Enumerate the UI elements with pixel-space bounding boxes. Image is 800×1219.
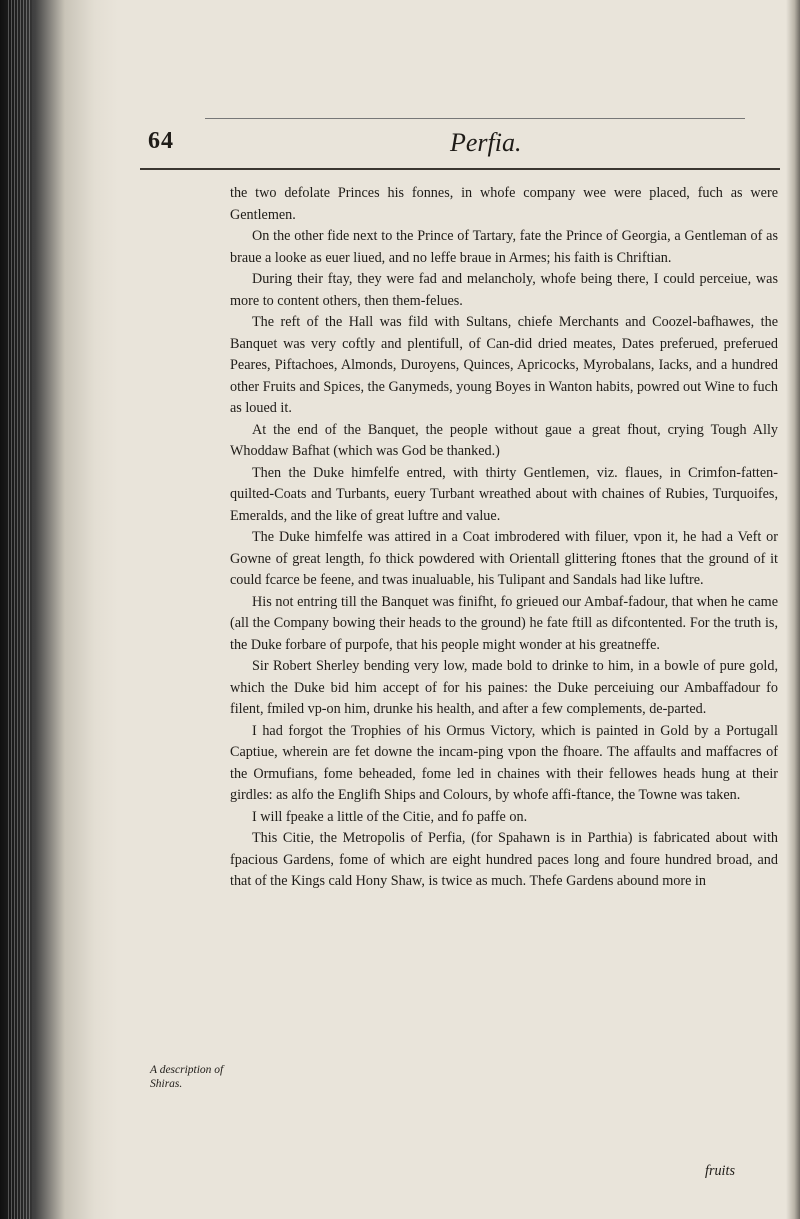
paragraph: the two defolate Princes his fonnes, in whofe company wee were placed, fuch as were Gentlemen. [230,185,778,223]
body-text [230,183,778,893]
top-faint-rule [205,118,745,119]
paragraph: His not entring till the Banquet was finifht, fo grieued our Ambaf-fadour, that when he came (all the Company bowing their heads to the ground) he fate ftill as difcontented. For the truth is, the Duke forbare of purpofe, that his people might wonder at his greatneffe. [230,593,778,653]
paragraph: At the end of the Banquet, the people without gaue a great fhout, crying Tough Ally Whoddaw Bafhat (which was God be thanked.) [230,421,778,459]
page-header [140,128,780,168]
margin-note: A description of Shiras. [150,1064,224,1090]
catchword: fruits [705,1163,735,1179]
paragraph: On the other fide next to the Prince of Tartary, fate the Prince of Georgia, a Gentleman of as braue a looke as euer liued, and no leffe braue in Armes; his faith is Chriftian. [230,228,778,266]
paragraph: Then the Duke himfelfe entred, with thirty Gentlemen, viz. flaues, in Crimfon-fatten-quilted-Coats and Turbants, euery Turbant wreathed about with chaines of Rubies, Turquoifes, Emeralds, and the like of great luftre and value. [230,464,778,524]
paragraph: The reft of the Hall was fild with Sultans, chiefe Merchants and Coozel-bafhawes, the Banquet was very coftly and plentifull, of Can-did dried meates, Dates preferued, preferued Peares, Piftachoes, Almonds, Duroyens, Quinces, Apricocks, Myrobalans, Iacks, and a hundred other Fruits and Spices, the Ganymeds, young Boyes in Wanton habits, powred out Wine to fuch as loued it. [230,314,778,416]
page-number: 64 [148,128,174,154]
running-head: Perfia. [450,128,522,157]
paragraph: During their ftay, they were fad and melancholy, whofe being there, I could perceiue, was more to content others, then them-felues. [230,271,778,309]
paragraph: This Citie, the Metropolis of Perfia, (for Spahawn is in Parthia) is fabricated about with fpacious Gardens, fome of which are eight hundred paces long and foure hundred broad, and that of the Kings cald Hony Shaw, is twice as much. Thefe Gardens abound more in [230,830,778,889]
page-edge-shadow [786,0,800,1219]
paragraph: Sir Robert Sherley bending very low, made bold to drinke to him, in a bowle of pure gold, which the Duke bid him accept of for his paines: the Duke perceiuing our Ambaffadour fo filent, fmiled vp-on him, drunke his health, and after a few complements, de-parted. [230,658,778,717]
paragraph: I will fpeake a little of the Citie, and fo paffe on. [252,808,528,825]
book-binding-gutter [0,0,118,1219]
paragraph: The Duke himfelfe was attired in a Coat imbrodered with filuer, vpon it, he had a Veft or Gowne of great length, fo thick powdered with Orientall glittering ftones that the ground of it could fcarce be feene, and twas inualuable, his Tulipant and Sandals had like luftre. [230,529,778,588]
paragraph: I had forgot the Trophies of his Ormus Victory, which is painted in Gold by a Portugall Captiue, wherein are fet downe the incam-ping vpon the fhoare. The affaults and maffacres of the Ormufians, fome beheaded, fome led in chaines with their fellowes heads hung at their girdles: as alfo the Englifh Ships and Colours, by whofe affi-ftance, the Towne was taken. [230,722,778,803]
header-rule [140,168,780,170]
